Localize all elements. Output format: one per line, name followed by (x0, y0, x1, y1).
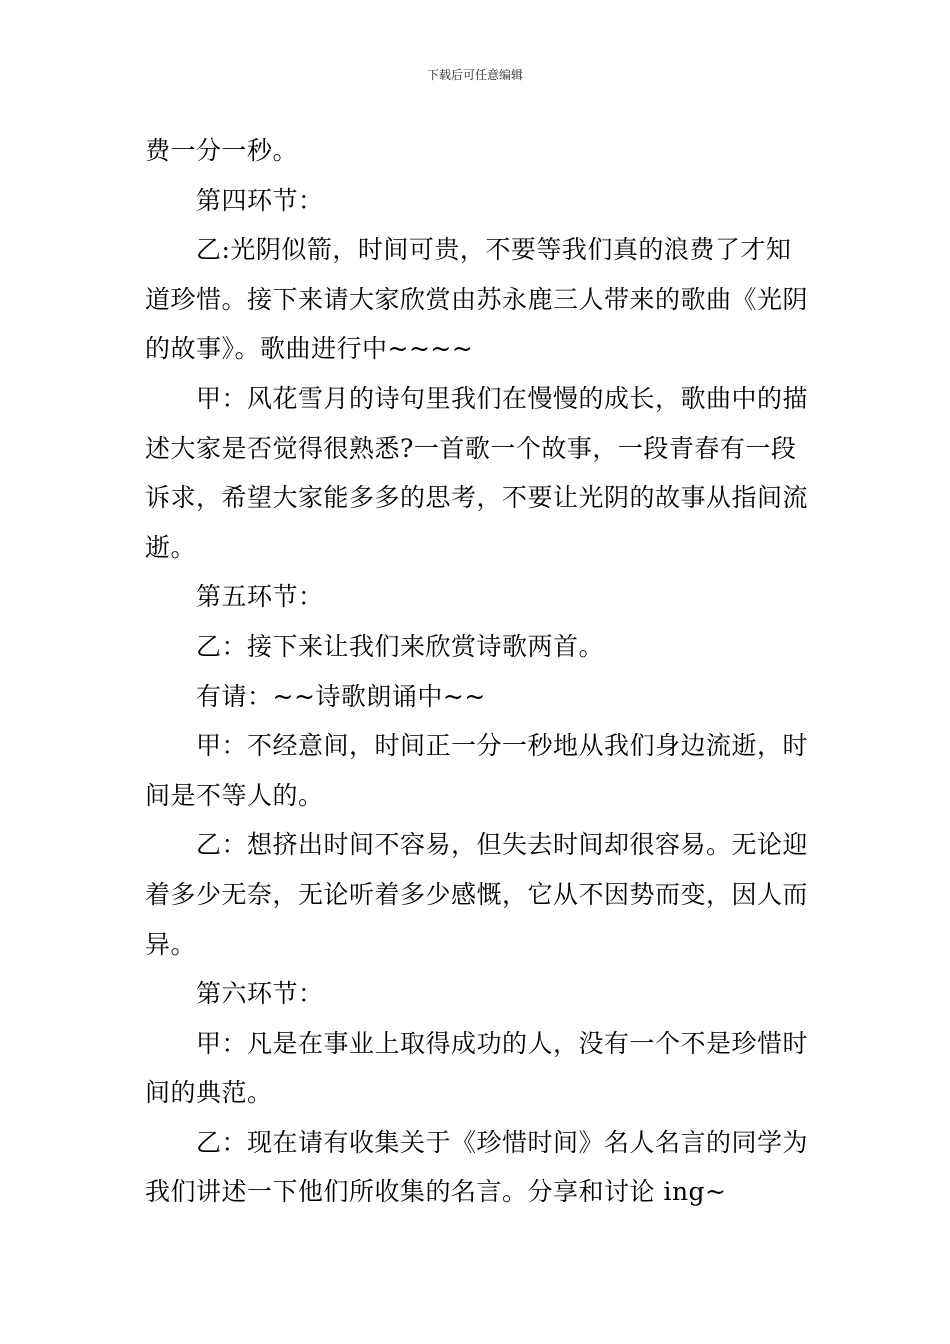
section-heading: 第四环节： (196, 185, 324, 215)
paragraph: 乙：接下来让我们来欣赏诗歌两首。 (196, 631, 605, 661)
paragraph: 乙：想挤出时间不容易，但失去时间却很容易。无论迎着多少无奈，无论听着多少感慨，它从不因势而变，因人而异。 (145, 830, 809, 959)
section-heading: 第五环节： (196, 582, 324, 612)
paragraph: 有请：~~诗歌朗诵中~~ (196, 681, 486, 711)
section-heading: 第六环节： (196, 979, 324, 1009)
page-header: 下载后可任意编辑 (426, 68, 523, 82)
paragraph: 甲：不经意间，时间正一分一秒地从我们身边流逝，时间是不等人的。 (145, 731, 809, 810)
paragraph: 乙:光阴似箭，时间可贵，不要等我们真的浪费了才知道珍惜。接下来请大家欣赏由苏永鹿三人带来的歌曲《光阴的故事》。歌曲进行中~~~~ (145, 235, 809, 364)
document-body (145, 126, 810, 1217)
paragraph: 乙：现在请有收集关于《珍惜时间》名人名言的同学为我们讲述一下他们所收集的名言。分享和讨论 ing~ (145, 1127, 809, 1207)
paragraph: 甲：凡是在事业上取得成功的人，没有一个不是珍惜时间的典范。 (145, 1028, 809, 1108)
paragraph: 费一分一秒。 (145, 136, 299, 165)
paragraph: 甲：风花雪月的诗句里我们在慢慢的成长，歌曲中的描述大家是否觉得很熟悉?一首歌一个故事，一段青春有一段诉求，希望大家能多多的思考，不要让光阴的故事从指间流逝。 (145, 383, 809, 562)
